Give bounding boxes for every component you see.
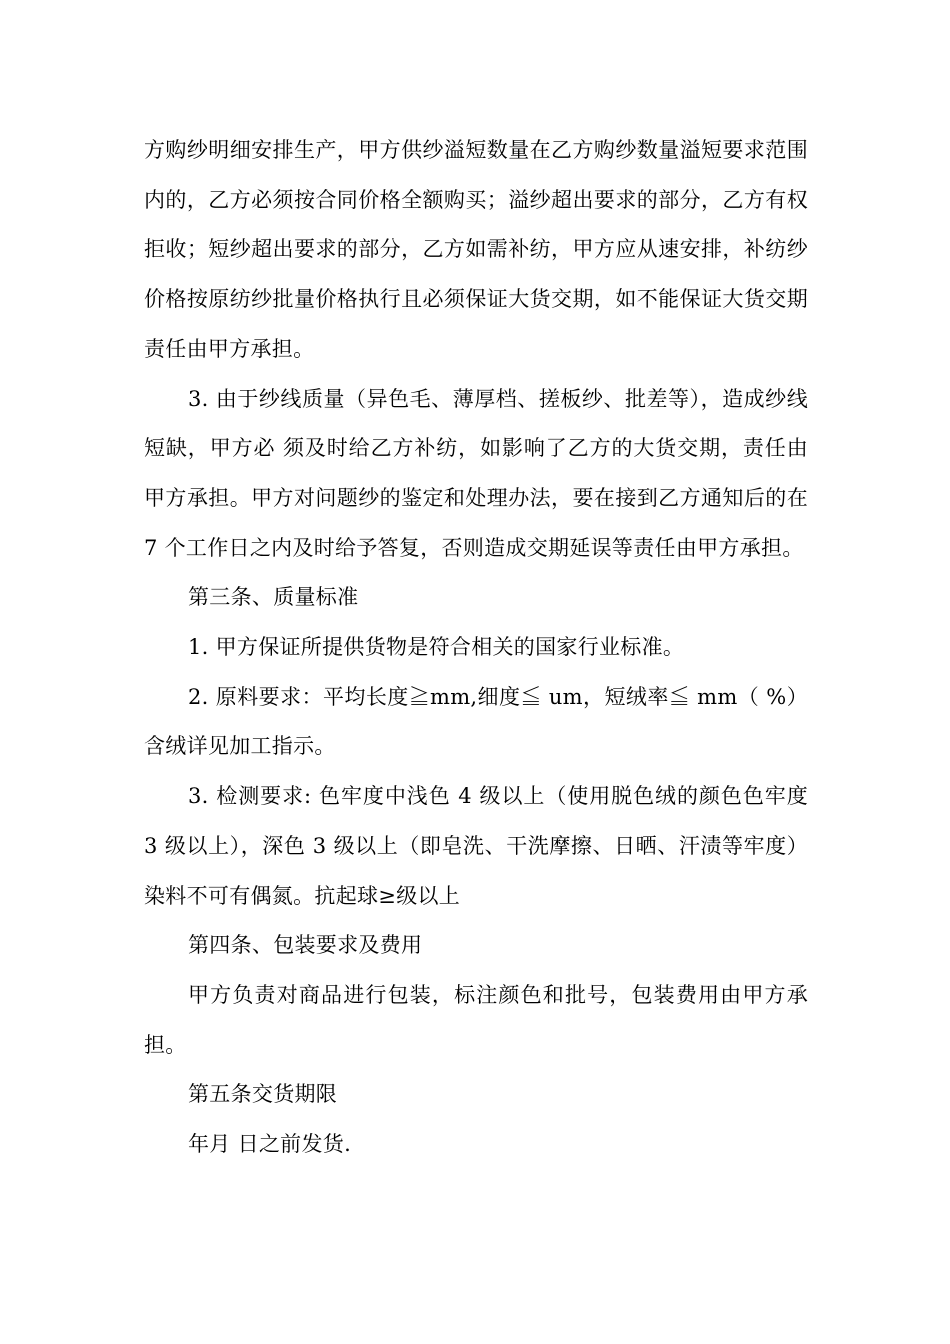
paragraph-packaging: 甲方负责对商品进行包装，标注颜色和批号，包装费用由甲方承担。 — [144, 982, 808, 1057]
document-body — [144, 126, 808, 1170]
paragraph-quality-3: 3. 检测要求: 色牢度中浅色 4 级以上（使用脱色绒的颜色色牢度 3 级以上），深色 3 级以上（即皂洗、干洗摩擦、日晒、汗渍等牢度）染料不可有偶氮。抗起球≥级以上 — [144, 784, 808, 908]
section-heading-article-4: 第四条、包装要求及费用 — [188, 933, 423, 958]
paragraph-quality-2: 2. 原料要求：平均长度≧mm,细度≦ um，短绒率≦ mm（ %）含绒详见加工指示。 — [144, 684, 808, 759]
paragraph-clause-3: 3. 由于纱线质量（异色毛、薄厚档、搓板纱、批差等），造成纱线短缺，甲方必 须及时给乙方补纺，如影响了乙方的大货交期，责任由甲方承担。甲方对问题纱的鉴定和处理办法，要在接到乙方通知后的在 7 个工作日之内及时给予答复，否则造成交期延误等责任由甲方承担。 — [144, 386, 808, 560]
paragraph-continuation: 方购纱明细安排生产，甲方供纱溢短数量在乙方购纱数量溢短要求范围内的，乙方必须按合同价格全额购买；溢纱超出要求的部分，乙方有权拒收；短纱超出要求的部分，乙方如需补纺，甲方应从速安排，补纺纱价格按原纺纱批量价格执行且必须保证大货交期，如不能保证大货交期责任由甲方承担。 — [144, 138, 808, 361]
section-heading-article-5: 第五条交货期限 — [188, 1082, 338, 1107]
paragraph-quality-1: 1. 甲方保证所提供货物是符合相关的国家行业标准。 — [188, 635, 685, 660]
section-heading-article-3: 第三条、质量标准 — [188, 585, 359, 610]
paragraph-delivery-date: 年月 日之前发货. — [188, 1132, 352, 1157]
